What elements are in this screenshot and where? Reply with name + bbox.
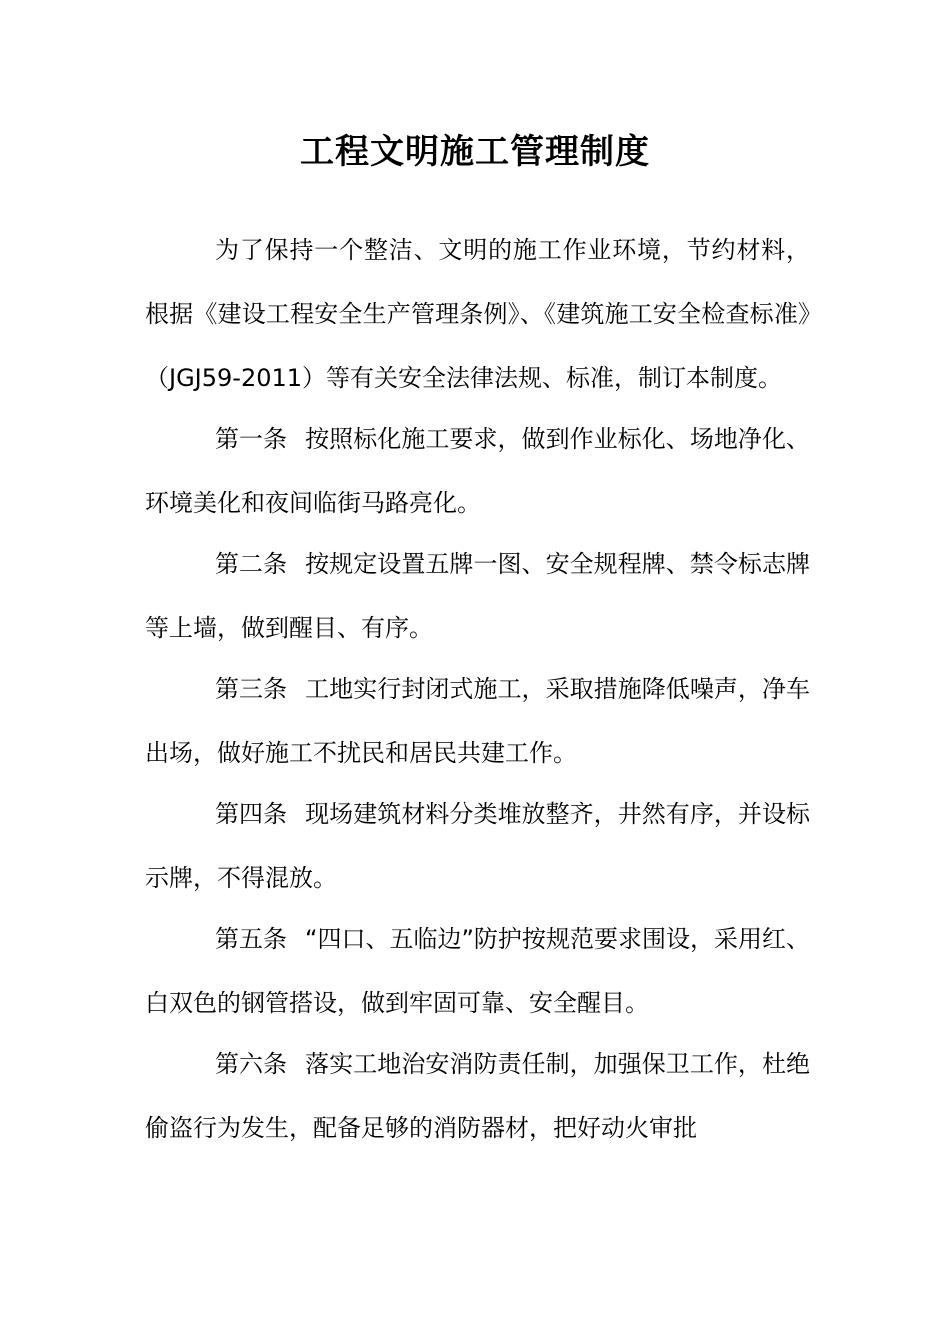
article-label: 第四条 — [215, 800, 288, 828]
document-title: 工程文明施工管理制度 — [300, 132, 650, 172]
article-paragraph — [145, 907, 810, 1035]
document-body — [145, 218, 810, 1157]
article-text: 工地实行封闭式施工，采取措施降低噪声，净车出场，做好施工不扰民和居民共建工作。 — [145, 675, 811, 767]
article-label: 第一条 — [215, 425, 288, 453]
article-text: 按规定设置五牌一图、安全规程牌、禁令标志牌等上墙，做到醒目、有序。 — [145, 550, 811, 642]
article-label: 第二条 — [215, 550, 288, 578]
article-paragraph — [145, 1032, 810, 1160]
article-label: 第五条 — [215, 925, 288, 953]
intro-paragraph: 为了保持一个整洁、文明的施工作业环境，节约材料，根据《建设工程安全生产管理条例》、《建筑施工安全检查标准》（JGJ59-2011）等有关安全法律法规、标准，制订本制度。 — [145, 236, 810, 392]
article-paragraph — [145, 657, 810, 785]
article-label: 第三条 — [215, 675, 288, 703]
article-paragraph — [145, 407, 810, 535]
article-paragraph — [145, 782, 810, 910]
article-text: 按照标化施工要求，做到作业标化、场地净化、环境美化和夜间临街马路亮化。 — [145, 425, 811, 517]
article-text: 现场建筑材料分类堆放整齐，井然有序，并设标示牌，不得混放。 — [145, 800, 811, 892]
article-text: “四口、五临边”防护按规范要求围设，采用红、白双色的钢管搭设，做到牢固可靠、安全醒目。 — [145, 925, 810, 1017]
article-paragraph — [145, 532, 810, 660]
article-label: 第六条 — [215, 1050, 288, 1078]
article-text: 落实工地治安消防责任制，加强保卫工作，杜绝偷盗行为发生，配备足够的消防器材，把好动火审批 — [145, 1050, 811, 1142]
